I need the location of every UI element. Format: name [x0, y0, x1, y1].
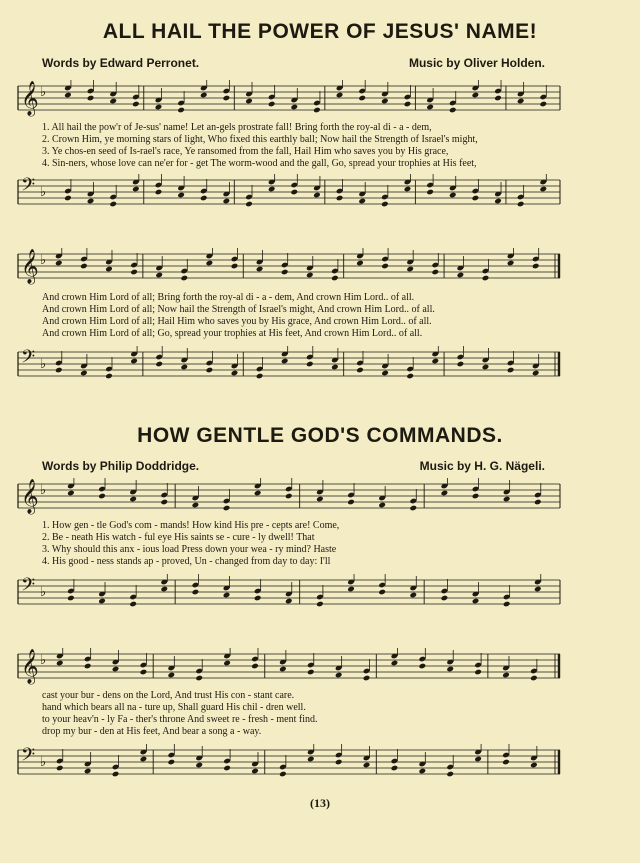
notehead: [472, 598, 480, 605]
notehead: [84, 768, 92, 775]
notehead: [502, 759, 510, 766]
hymn-2-system-1: [16, 478, 562, 616]
notehead: [381, 201, 389, 208]
notehead: [502, 672, 510, 679]
notehead: [431, 269, 439, 276]
bass-clef-icon: 𝄢: [21, 347, 36, 372]
notehead: [306, 361, 314, 368]
notehead: [457, 361, 465, 368]
notehead: [378, 502, 386, 509]
staff-lines: [16, 574, 562, 614]
notehead: [160, 586, 168, 593]
hymn-1-words-credit: Words by Edward Perronet.: [42, 56, 200, 70]
notehead: [55, 367, 63, 374]
staff-lines: [16, 80, 562, 120]
notehead: [285, 598, 293, 605]
verse-line: hand which bears all na - ture up, Shall guard His chil - dren well.: [42, 702, 306, 713]
notehead: [426, 104, 434, 111]
treble-staff: [16, 248, 562, 288]
notehead: [223, 765, 231, 772]
notehead: [336, 92, 344, 99]
page-number: (13): [310, 796, 330, 810]
verse-line: And crown Him Lord of all; Now hail the Strength of Israel's might, And crown Him Lord.. of all.: [42, 304, 435, 315]
notehead: [155, 272, 163, 279]
verse-line: And crown Him Lord of all; Go, spread your trophies at His feet, And crown Him Lord.. of all.: [42, 328, 423, 339]
hymn-1-verses-2: [42, 292, 572, 340]
verse-line: 2. Be - neath His watch - ful eye His saints se - cure - ly dwell! That: [42, 532, 315, 543]
notehead: [155, 104, 163, 111]
notehead: [105, 373, 113, 380]
verse-line: 1. All hail the pow'r of Je-sus' name! Let an-gels prostrate fall! Bring forth the roy-al di - a - dem,: [42, 122, 432, 133]
notehead: [406, 373, 414, 380]
notehead: [223, 505, 231, 512]
notehead: [223, 660, 231, 667]
notehead: [507, 260, 515, 267]
notehead: [419, 663, 427, 670]
verse-line: 3. Ye chos-en seed of Is-rael's race, Ye ransomed from the fall, Hail Him who saves you by His grace,: [42, 146, 449, 157]
bass-staff: [16, 744, 562, 784]
notehead: [313, 107, 321, 114]
notehead: [254, 595, 262, 602]
bass-clef-icon: 𝄢: [21, 575, 36, 600]
notehead: [449, 107, 457, 114]
flat-icon: ♭: [40, 357, 47, 372]
notehead: [112, 666, 120, 673]
notehead: [251, 768, 259, 775]
notehead: [192, 502, 200, 509]
notehead: [281, 358, 289, 365]
notehead: [98, 598, 106, 605]
treble-staff: [16, 80, 562, 120]
notehead: [192, 589, 200, 596]
notehead: [406, 266, 414, 273]
notehead: [441, 595, 449, 602]
notehead: [391, 660, 399, 667]
notehead: [472, 195, 480, 202]
notehead: [200, 92, 208, 99]
verse-line: cast your bur - dens on the Lord, And trust His con - stant care.: [42, 690, 295, 701]
notehead: [177, 107, 185, 114]
notehead: [256, 373, 264, 380]
notehead: [200, 195, 208, 202]
verse-line: 3. Why should this anx - ious load Press down your wea - ry mind? Haste: [42, 544, 337, 555]
hymn-1-music-credit: Music by Oliver Holden.: [408, 56, 545, 70]
staff-lines: [16, 648, 562, 688]
notehead: [331, 275, 339, 282]
notehead: [109, 98, 117, 105]
notehead: [84, 663, 92, 670]
notehead: [446, 666, 454, 673]
notehead: [482, 364, 490, 371]
notehead: [285, 493, 293, 500]
notehead: [363, 675, 371, 682]
notehead: [446, 771, 454, 778]
hymn-2-verses-1: [42, 520, 572, 568]
notehead: [409, 592, 417, 599]
flat-icon: ♭: [40, 585, 47, 600]
notehead: [426, 189, 434, 196]
notehead: [168, 759, 176, 766]
notehead: [155, 361, 163, 368]
bass-staff: [16, 346, 562, 386]
notehead: [87, 95, 95, 102]
notehead: [363, 762, 371, 769]
notehead: [55, 260, 63, 267]
verse-line: drop my bur - den at His feet, And bear a song a - way.: [42, 726, 262, 737]
notehead: [98, 493, 106, 500]
notehead: [56, 765, 64, 772]
notehead: [279, 771, 287, 778]
notehead: [539, 186, 547, 193]
notehead: [130, 269, 138, 276]
notehead: [313, 192, 321, 199]
notehead: [336, 195, 344, 202]
staff-lines: [16, 248, 562, 288]
notehead: [168, 672, 176, 679]
notehead: [347, 586, 355, 593]
flat-icon: ♭: [40, 653, 47, 668]
notehead: [347, 499, 355, 506]
notehead: [206, 260, 214, 267]
notehead: [356, 367, 364, 374]
flat-icon: ♭: [40, 755, 47, 770]
notehead: [105, 266, 113, 273]
notehead: [539, 101, 547, 108]
notehead: [223, 198, 231, 205]
bass-staff: [16, 574, 562, 614]
notehead: [431, 358, 439, 365]
bass-staff: [16, 174, 562, 214]
hymn-1-title: ALL HAIL THE POWER OF JESUS' NAME!: [102, 20, 538, 43]
notehead: [316, 496, 324, 503]
bass-clef-icon: 𝄢: [21, 175, 36, 200]
notehead: [268, 186, 276, 193]
notehead: [160, 499, 168, 506]
staff-lines: [16, 478, 562, 518]
notehead: [404, 101, 412, 108]
bass-clef-icon: 𝄢: [21, 745, 36, 770]
verse-line: And crown Him Lord of all; Bring forth the roy-al di - a - dem, And crown Him Lord.. of all.: [42, 292, 415, 303]
notehead: [223, 95, 231, 102]
notehead: [195, 675, 203, 682]
hymn-1-verses-1: [42, 122, 572, 170]
notehead: [356, 260, 364, 267]
notehead: [64, 195, 72, 202]
treble-staff: [16, 648, 562, 688]
notehead: [279, 666, 287, 673]
notehead: [231, 370, 239, 377]
notehead: [245, 98, 253, 105]
notehead: [155, 189, 163, 196]
notehead: [532, 370, 540, 377]
notehead: [503, 496, 511, 503]
notehead: [195, 762, 203, 769]
hymn-2-music-credit: Music by H. G. Nägeli.: [419, 459, 545, 473]
notehead: [130, 358, 138, 365]
notehead: [87, 198, 95, 205]
notehead: [180, 275, 188, 282]
notehead: [503, 601, 511, 608]
flat-icon: ♭: [40, 185, 47, 200]
notehead: [530, 762, 538, 769]
flat-icon: ♭: [40, 253, 47, 268]
notehead: [290, 104, 298, 111]
notehead: [64, 92, 72, 99]
notehead: [378, 589, 386, 596]
notehead: [457, 272, 465, 279]
notehead: [109, 201, 117, 208]
notehead: [404, 186, 412, 193]
notehead: [419, 768, 427, 775]
treble-clef-icon: 𝄞: [21, 81, 39, 116]
notehead: [307, 756, 315, 763]
notehead: [231, 263, 239, 270]
notehead: [140, 756, 148, 763]
treble-clef-icon: 𝄞: [21, 649, 39, 684]
hymn-1-system-1: [16, 80, 562, 214]
notehead: [532, 263, 540, 270]
notehead: [472, 92, 480, 99]
notehead: [507, 367, 515, 374]
hymn-2-verses-2: [42, 690, 572, 738]
notehead: [80, 370, 88, 377]
notehead: [358, 198, 366, 205]
notehead: [494, 198, 502, 205]
staff-lines: [16, 174, 562, 214]
notehead: [335, 759, 343, 766]
notehead: [472, 493, 480, 500]
notehead: [474, 669, 482, 676]
notehead: [177, 192, 185, 199]
flat-icon: ♭: [40, 483, 47, 498]
notehead: [245, 201, 253, 208]
notehead: [254, 490, 262, 497]
notehead: [268, 101, 276, 108]
notehead: [482, 275, 490, 282]
staff-lines: [16, 744, 562, 784]
notehead: [494, 95, 502, 102]
notehead: [56, 660, 64, 667]
hymn-2-words-credit: Words by Philip Doddridge.: [42, 459, 200, 473]
notehead: [331, 364, 339, 371]
notehead: [335, 672, 343, 679]
notehead: [358, 95, 366, 102]
notehead: [391, 765, 399, 772]
notehead: [67, 490, 75, 497]
notehead: [517, 201, 525, 208]
notehead: [534, 499, 542, 506]
notehead: [316, 601, 324, 608]
notehead: [80, 263, 88, 270]
notehead: [129, 601, 137, 608]
treble-clef-icon: 𝄞: [21, 249, 39, 284]
notehead: [534, 586, 542, 593]
verse-line: 4. Sin-ners, whose love can ne'er for - get The worm-wood and the gall, Go, spread your trophies at His feet,: [42, 158, 477, 169]
notehead: [251, 663, 259, 670]
notehead: [281, 269, 289, 276]
notehead: [140, 669, 148, 676]
notehead: [409, 505, 417, 512]
treble-clef-icon: 𝄞: [21, 479, 39, 514]
notehead: [306, 272, 314, 279]
verse-line: 2. Crown Him, ye morning stars of light, Who fixed this earthly ball; Now hail the Strength of Israel's might,: [42, 134, 478, 145]
notehead: [307, 669, 315, 676]
notehead: [132, 101, 140, 108]
notehead: [530, 675, 538, 682]
notehead: [206, 367, 214, 374]
verse-line: 4. His good - ness stands ap - proved, Un - changed from day to day: I'll: [42, 556, 331, 567]
notehead: [180, 364, 188, 371]
hymn-2-title: HOW GENTLE GOD'S COMMANDS.: [137, 424, 503, 447]
verse-line: 1. How gen - tle God's com - mands! How kind His pre - cepts are! Come,: [42, 520, 340, 531]
notehead: [474, 756, 482, 763]
notehead: [441, 490, 449, 497]
notehead: [381, 98, 389, 105]
notehead: [67, 595, 75, 602]
notehead: [381, 263, 389, 270]
verse-line: to your heav'n - ly Fa - ther's throne And sweet re - fresh - ment find.: [42, 714, 318, 725]
notehead: [449, 192, 457, 199]
notehead: [223, 592, 231, 599]
notehead: [517, 98, 525, 105]
verse-line: And crown Him Lord of all; Hail Him who saves you by His grace, And crown Him Lord.. of all.: [42, 316, 432, 327]
notehead: [381, 370, 389, 377]
notehead: [112, 771, 120, 778]
flat-icon: ♭: [40, 85, 47, 100]
notehead: [290, 189, 298, 196]
notehead: [132, 186, 140, 193]
notehead: [129, 496, 137, 503]
notehead: [256, 266, 264, 273]
hymn-1-system-2: [16, 248, 562, 388]
treble-staff: [16, 478, 562, 518]
staff-lines: [16, 346, 562, 386]
hymn-2-system-2: [16, 648, 562, 786]
